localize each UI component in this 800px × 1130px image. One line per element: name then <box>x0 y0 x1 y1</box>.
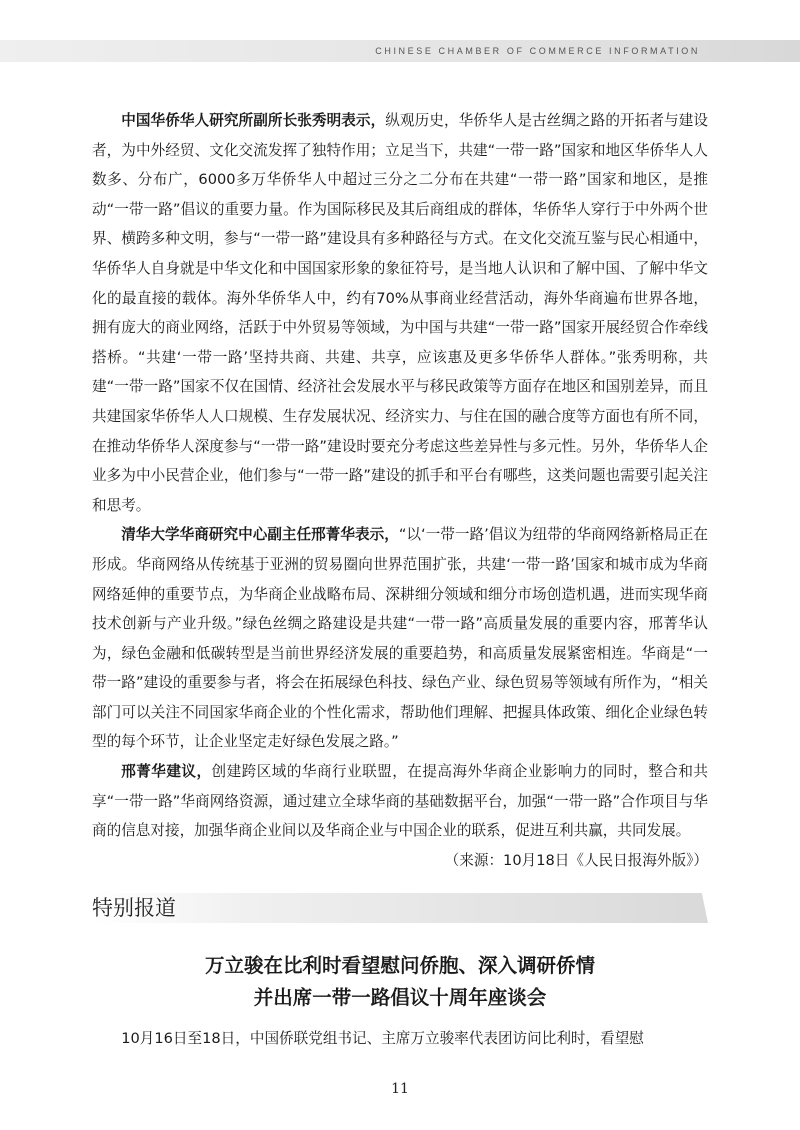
news-headline <box>92 950 708 1014</box>
article-paragraph <box>92 757 708 846</box>
paragraph-text: 纵观历史，华侨华人是古丝绸之路的开拓者与建设者，为中外经贸、文化交流发挥了独特作用；立足当下，共建“一带一路”国家和地区华侨华人人数多、分布广，6000多万华侨华人中超过三分之二分布在共建“一带一路”国家和地区，是推动“一带一路”倡议的重要力量。作为国际移民及其后商组成的群体，华侨华人穿行于中外两个世界、横跨多种文明，参与“一带一路”建设具有多种路径与方式。在文化交流互鉴与民心相通中，华侨华人自身就是中华文化和中国国家形象的象征符号，是当地人认识和了解中国、了解中华文化的最直接的载体。海外华侨华人中，约有70%从事商业经营活动，海外华商遍布世界各地，拥有庞大的商业网络，活跃于中外贸易等领域，为中国与共建“一带一路”国家开展经贸合作牵线搭桥。“共建‘一带一路’坚持共商、共建、共享，应该惠及更多华侨华人群体。”张秀明称，共建“一带一路”国家不仅在国情、经济社会发展水平与移民政策等方面存在地区和国别差异，而且共建国家华侨华人人口规模、生存发展状况、经济实力、与住在国的融合度等方面也有所不同，在推动华侨华人深度参与“一带一路”建设时要充分考虑这些差异性与多元性。另外，华侨华人企业多为中小民营企业，他们参与“一带一路”建设的抓手和平台有哪些，这类问题也需要引起关注和思考。 <box>92 112 708 514</box>
headline-line-2: 并出席一带一路倡议十周年座谈会 <box>253 986 547 1009</box>
paragraph-text: “以‘一带一路’倡议为纽带的华商网络新格局正在形成。华商网络从传统基于亚洲的贸易圈向世界范围扩张，共建‘一带一路’国家和城市成为华商网络延伸的重要节点，为华商企业战略布局、深耕细分领域和细分市场创造机遇，进而实现华商技术创新与产业升级。”绿色丝绸之路建设是共建“一带一路”高质量发展的重要内容，邢菁华认为，绿色金融和低碳转型是当前世界经济发展的重要趋势，和高质量发展紧密相连。华商是“一带一路”建设的重要参与者，将会在拓展绿色科技、绿色产业、绿色贸易等领域有所作为，“相关部门可以关注不同国家华商企业的个性化需求，帮助他们理解、把握具体政策、细化企业绿色转型的每个环节，让企业坚定走好绿色发展之路。” <box>92 526 708 751</box>
speaker-label: 中国华侨华人研究所副所长张秀明表示， <box>121 112 386 129</box>
page-number: 11 <box>391 1081 409 1097</box>
running-header: CHINESE CHAMBER OF COMMERCE INFORMATION <box>375 46 700 56</box>
section-banner <box>92 893 708 923</box>
article-body <box>92 106 708 875</box>
paragraph-text: 创建跨区域的华商行业联盟，在提高海外华商企业影响力的同时，整合和共享“一带一路”华商网络资源，通过建立全球华商的基础数据平台，加强“一带一路”合作项目与华商的信息对接，加强华商企业间以及华商企业与中国企业的联系，促进互利共赢，共同发展。 <box>92 763 708 840</box>
headline-line-1: 万立骏在比利时看望慰问侨胞、深入调研侨情 <box>204 954 595 977</box>
speaker-label: 清华大学华商研究中心副主任邢菁华表示， <box>121 526 399 544</box>
speaker-label: 邢菁华建议， <box>121 763 212 781</box>
article-paragraph <box>92 520 708 757</box>
news-lead-paragraph: 10月16日至18日，中国侨联党组书记、主席万立骏率代表团访问比利时，看望慰 <box>121 1030 644 1047</box>
section-title: 特别报道 <box>92 896 176 920</box>
article-paragraph <box>92 106 708 520</box>
article-source: （来源：10月18日《人民日报海外版》） <box>444 851 708 869</box>
